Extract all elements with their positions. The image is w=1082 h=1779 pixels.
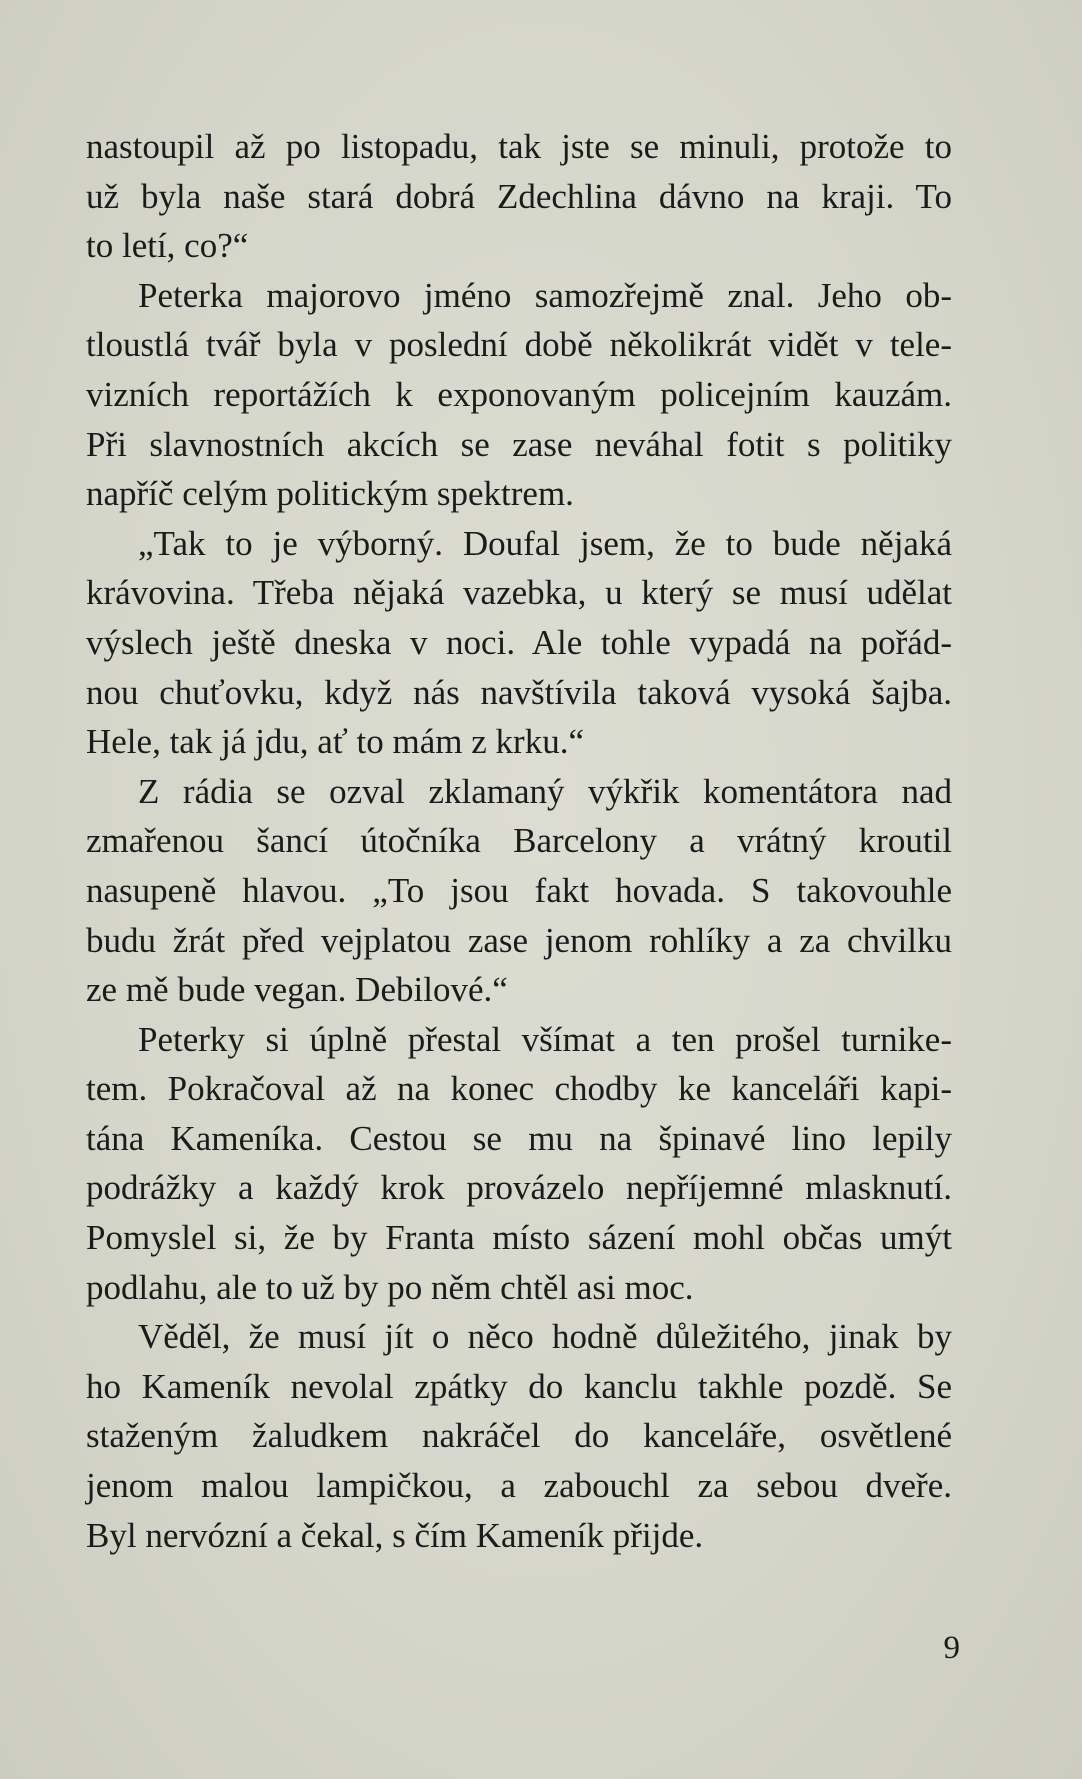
- text-line: podrážky a každý krok provázelo nepříjemné mlasknutí.: [86, 1168, 952, 1208]
- text-line: Peterky si úplně přestal všímat a ten prošel turnike-: [138, 1019, 952, 1059]
- text-line: Byl nervózní a čekal, s čím Kameník přijde.: [86, 1515, 704, 1555]
- text-line: nou chuťovku, když nás navštívila taková vysoká šajba.: [86, 672, 952, 712]
- text-line: napříč celým politickým spektrem.: [86, 474, 574, 514]
- text-line: Z rádia se ozval zklamaný výkřik komentátora nad: [138, 771, 952, 811]
- text-line: Hele, tak já jdu, ať to mám z krku.“: [86, 722, 584, 762]
- text-line: tána Kameníka. Cestou se mu na špinavé lino lepily: [86, 1118, 952, 1158]
- text-line: nastoupil až po listopadu, tak jste se minuli, protože to: [86, 127, 952, 166]
- text-line: podlahu, ale to už by po něm chtěl asi moc.: [86, 1267, 694, 1307]
- text-line: tem. Pokračoval až na konec chodby ke kanceláři kapi-: [86, 1069, 952, 1109]
- text-line: už byla naše stará dobrá Zdechlina dávno na kraji. To: [86, 176, 952, 216]
- text-line: staženým žaludkem nakráčel do kanceláře, osvětlené: [86, 1416, 952, 1456]
- text-line: „Tak to je výborný. Doufal jsem, že to bude nějaká: [138, 523, 952, 563]
- text-line: vizních reportážích k exponovaným policejním kauzám.: [86, 374, 952, 414]
- text-line: Pomyslel si, že by Franta místo sázení mohl občas umýt: [86, 1218, 952, 1258]
- body-text: [86, 122, 952, 1560]
- text-line: tloustlá tvář byla v poslední době několikrát vidět v tele-: [86, 325, 952, 365]
- text-line: Peterka majorovo jméno samozřejmě znal. Jeho ob-: [138, 275, 952, 315]
- text-line: ze mě bude vegan. Debilové.“: [86, 970, 508, 1010]
- text-line: budu žrát před vejplatou zase jenom rohlíky a za chvilku: [86, 920, 952, 960]
- text-line: krávovina. Třeba nějaká vazebka, u který se musí udělat: [86, 573, 952, 613]
- text-line: zmařenou šancí útočníka Barcelony a vrátný kroutil: [86, 821, 952, 861]
- page-number: 9: [943, 1630, 960, 1666]
- text-line: to letí, co?“: [86, 226, 249, 266]
- text-line: Při slavnostních akcích se zase neváhal fotit s politiky: [86, 424, 952, 464]
- text-line: nasupeně hlavou. „To jsou fakt hovada. S takovouhle: [86, 870, 952, 910]
- text-line: výslech ještě dneska v noci. Ale tohle vypadá na pořád-: [86, 622, 952, 662]
- text-line: Věděl, že musí jít o něco hodně důležitého, jinak by: [138, 1317, 952, 1357]
- text-line: ho Kameník nevolal zpátky do kanclu takhle pozdě. Se: [86, 1366, 952, 1406]
- text-line: jenom malou lampičkou, a zabouchl za sebou dveře.: [86, 1466, 952, 1506]
